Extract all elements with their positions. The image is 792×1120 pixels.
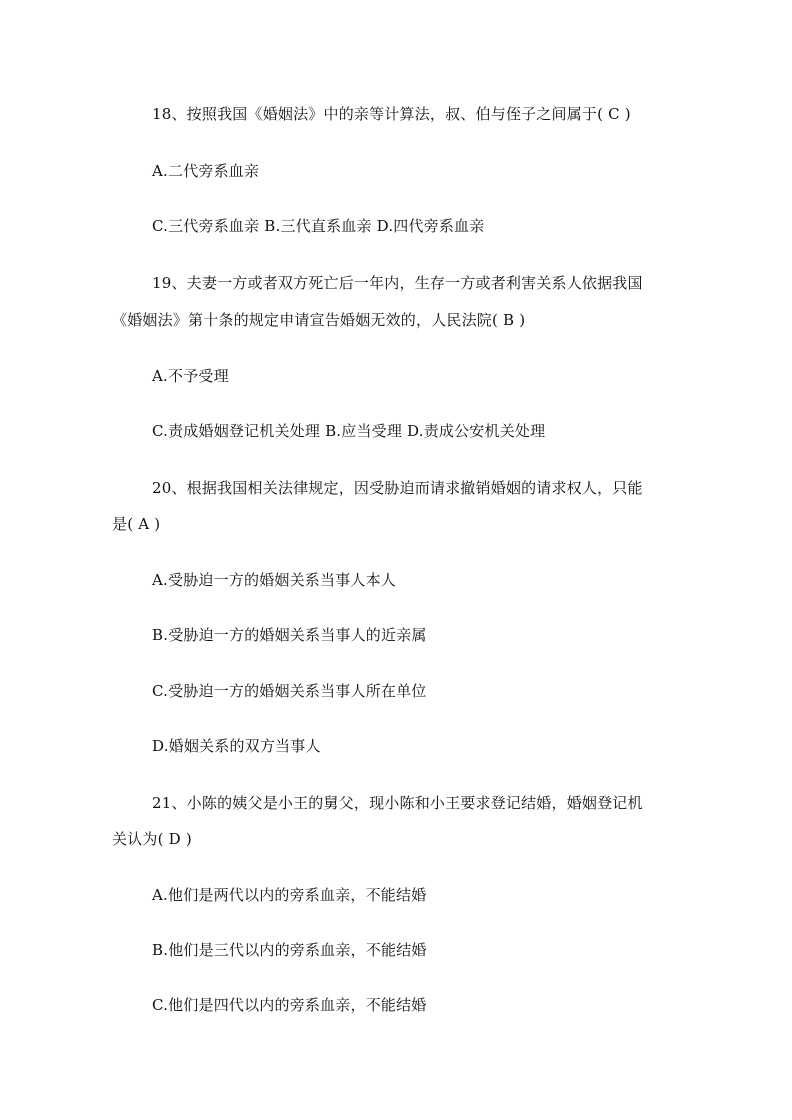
question-18-option-a: A.二代旁系血亲 xyxy=(152,162,260,180)
question-20-option-b: B.受胁迫一方的婚姻关系当事人的近亲属 xyxy=(152,626,427,644)
question-18-stem: 18、按照我国《婚姻法》中的亲等计算法，叔、伯与侄子之间属于( C ) xyxy=(152,105,631,123)
question-21-stem-line1: 21、小陈的姨父是小王的舅父，现小陈和小王要求登记结婚，婚姻登记机 xyxy=(152,794,643,812)
question-21-option-c: C.他们是四代以内的旁系血亲，不能结婚 xyxy=(152,996,427,1014)
question-19-stem-line2: 《婚姻法》第十条的规定申请宣告婚姻无效的，人民法院( B ) xyxy=(112,311,526,329)
question-21-option-a: A.他们是两代以内的旁系血亲，不能结婚 xyxy=(152,886,427,904)
question-19-option-a: A.不予受理 xyxy=(152,367,229,385)
question-20-stem-line2: 是( A ) xyxy=(112,515,161,533)
question-20-option-a: A.受胁迫一方的婚姻关系当事人本人 xyxy=(152,571,397,589)
question-19-stem-line1: 19、夫妻一方或者双方死亡后一年内，生存一方或者利害关系人依据我国 xyxy=(152,274,643,292)
question-20-option-d: D.婚姻关系的双方当事人 xyxy=(152,737,321,755)
question-20-stem-line1: 20、根据我国相关法律规定，因受胁迫而请求撤销婚姻的请求权人，只能 xyxy=(152,479,643,497)
question-20-option-c: C.受胁迫一方的婚姻关系当事人所在单位 xyxy=(152,682,427,700)
question-21-option-b: B.他们是三代以内的旁系血亲，不能结婚 xyxy=(152,941,427,959)
question-21-stem-line2: 关认为( D ) xyxy=(112,830,192,848)
question-19-option-cbd: C.责成婚姻登记机关处理 B.应当受理 D.责成公安机关处理 xyxy=(152,422,546,440)
question-18-option-cbd: C.三代旁系血亲 B.三代直系血亲 D.四代旁系血亲 xyxy=(152,217,485,235)
